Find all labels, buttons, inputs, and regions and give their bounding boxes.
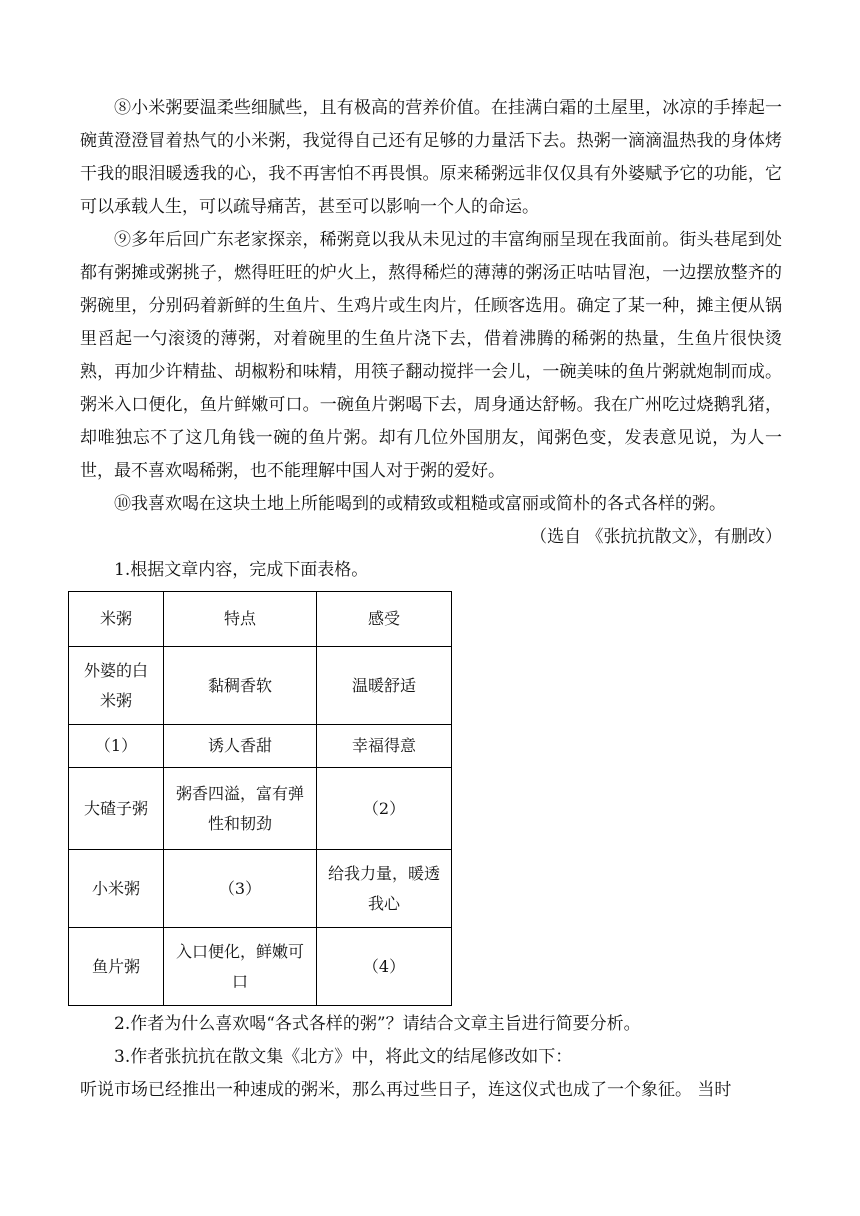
revised-ending-text: 听说市场已经推出一种速成的粥米，那么再过些日子，连这仪式也成了一个象征。 当时 [80, 1080, 732, 1100]
table-cell: （2） [317, 768, 452, 850]
table-cell: 黏稠香软 [164, 647, 317, 725]
table-cell: 入口便化，鲜嫩可口 [164, 928, 317, 1006]
table-cell: 给我力量，暖透我心 [317, 850, 452, 928]
table-cell: 温暖舒适 [317, 647, 452, 725]
table-header-cell: 米粥 [69, 592, 164, 647]
table-cell: 小米粥 [69, 850, 164, 928]
table-cell: 大碴子粥 [69, 768, 164, 850]
table-cell: 外婆的白米粥 [69, 647, 164, 725]
table-cell: 鱼片粥 [69, 928, 164, 1006]
question-2: 2.作者为什么喜欢喝“各式各样的粥”？请结合文章主旨进行简要分析。 [114, 1014, 641, 1034]
paragraph-9: ⑨多年后回广东老家探亲，稀粥竟以我从未见过的丰富绚丽呈现在我面前。街头巷尾到处都有粥摊或粥挑子，燃得旺旺的炉火上，熬得稀烂的薄薄的粥汤正咕咕冒泡，一边摆放整齐的粥碗里，分别码着新鲜的生鱼片、生鸡片或生肉片，任顾客选用。确定了某一种，摊主便从锅里舀起一勺滚烫的薄粥，对着碗里的生鱼片浇下去，借着沸腾的稀粥的热量，生鱼片很快烫熟，再加少许精盐、胡椒粉和味精，用筷子翻动搅拌一会儿，一碗美味的鱼片粥就炮制而成。粥米入口便化，鱼片鲜嫩可口。一碗鱼片粥喝下去，周身通达舒畅。我在广州吃过烧鹅乳猪，却唯独忘不了这几角钱一碗的鱼片粥。却有几位外国朋友，闻粥色变，发表意见说，为人一世，最不喜欢喝稀粥，也不能理解中国人对于粥的爱好。 [80, 230, 782, 481]
source-citation: （选自 《张抗抗散文》，有删改） [530, 527, 782, 547]
table-row [69, 725, 452, 768]
table-header-cell: 感受 [317, 592, 452, 647]
table-row [69, 850, 452, 928]
answer-table [68, 591, 452, 1006]
table-cell: 幸福得意 [317, 725, 452, 768]
table-cell: （4） [317, 928, 452, 1006]
table-row [69, 928, 452, 1006]
paragraph-8: ⑧小米粥要温柔些细腻些，且有极高的营养价值。在挂满白霜的土屋里，冰凉的手捧起一碗黄澄澄冒着热气的小米粥，我觉得自己还有足够的力量活下去。热粥一滴滴温热我的身体烤干我的眼泪暖透我的心，我不再害怕不再畏惧。原来稀粥远非仅仅具有外婆赋予它的功能，它可以承载人生，可以疏导痛苦，甚至可以影响一个人的命运。 [80, 98, 782, 217]
question-1: 1.根据文章内容，完成下面表格。 [114, 560, 369, 580]
table-cell: （1） [69, 725, 164, 768]
table-cell: 诱人香甜 [164, 725, 317, 768]
table-row [69, 647, 452, 725]
table-cell: （3） [164, 850, 317, 928]
table-header-cell: 特点 [164, 592, 317, 647]
paragraph-10: ⑩我喜欢喝在这块土地上所能喝到的或精致或粗糙或富丽或简朴的各式各样的粥。 [114, 494, 726, 514]
question-3: 3.作者张抗抗在散文集《北方》中，将此文的结尾修改如下： [114, 1047, 573, 1067]
table-row [69, 768, 452, 850]
document-page [80, 92, 782, 1107]
table-cell: 粥香四溢，富有弹性和韧劲 [164, 768, 317, 850]
table-header-row [69, 592, 452, 647]
